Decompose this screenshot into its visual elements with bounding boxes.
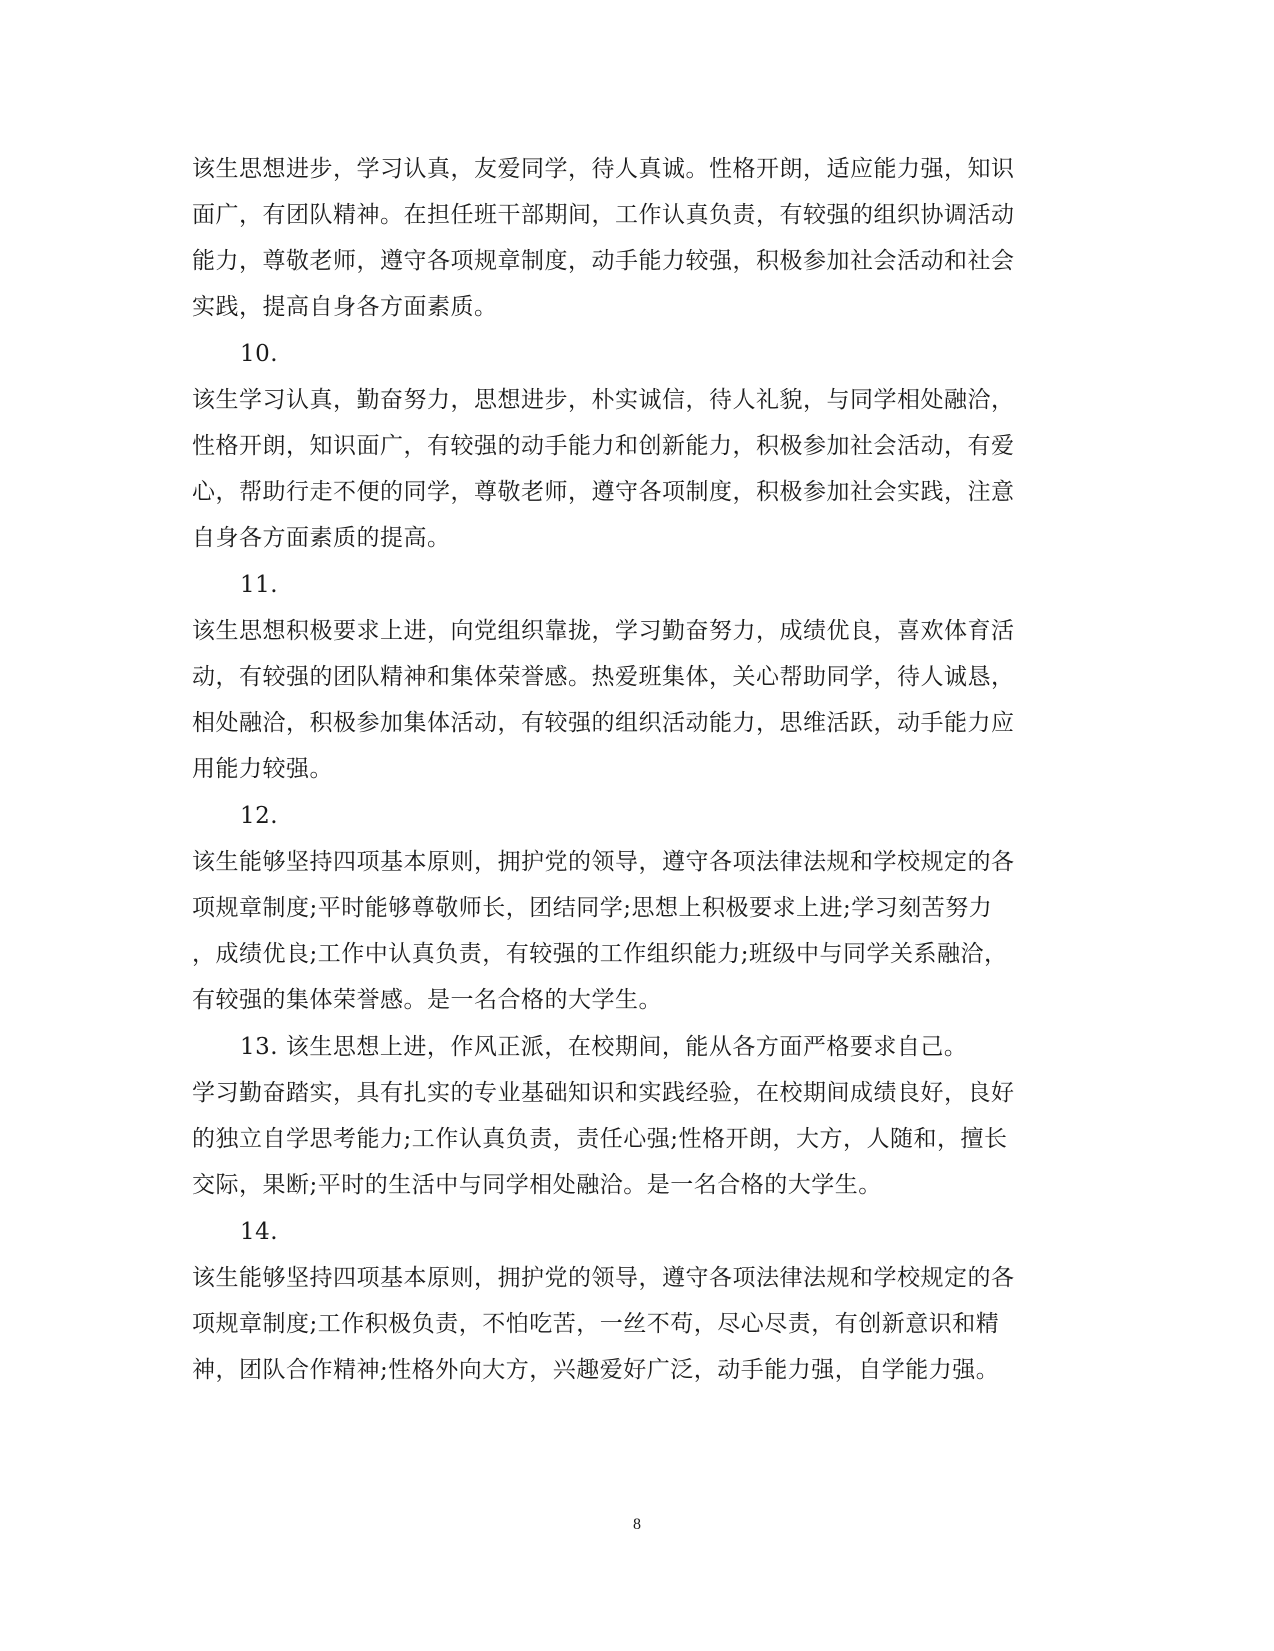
paragraph-line: 性格开朗，知识面广，有较强的动手能力和创新能力，积极参加社会活动，有爱 [192,433,1015,459]
page-number: 8 [633,1516,641,1533]
paragraph-line: 相处融洽，积极参加集体活动，有较强的组织活动能力，思维活跃，动手能力应 [192,710,1015,736]
paragraph-line: 交际，果断;平时的生活中与同学相处融洽。是一名合格的大学生。 [192,1172,882,1198]
paragraph-line: 项规章制度;工作积极负责，不怕吃苦，一丝不苟，尽心尽责，有创新意识和精 [192,1311,1000,1337]
paragraph-line: 心，帮助行走不便的同学，尊敬老师，遵守各项制度，积极参加社会实践，注意 [192,479,1015,505]
paragraph-line: 自身各方面素质的提高。 [192,525,451,551]
paragraph-line: 该生思想积极要求上进，向党组织靠拢，学习勤奋努力，成绩优良，喜欢体育活 [192,618,1015,644]
item-number: 12. [240,803,279,829]
paragraph-line: 神，团队合作精神;性格外向大方，兴趣爱好广泛，动手能力强，自学能力强。 [192,1357,1000,1383]
paragraph-line: 有较强的集体荣誉感。是一名合格的大学生。 [192,987,662,1013]
paragraph-line: 实践，提高自身各方面素质。 [192,294,498,320]
paragraph-line: 能力，尊敬老师，遵守各项规章制度，动手能力较强，积极参加社会活动和社会 [192,248,1015,274]
paragraph-line: 该生学习认真，勤奋努力，思想进步，朴实诚信，待人礼貌，与同学相处融洽， [192,387,1015,413]
paragraph-line: ，成绩优良;工作中认真负责，有较强的工作组织能力;班级中与同学关系融洽， [192,941,1008,967]
paragraph-line: 用能力较强。 [192,756,333,782]
item-heading-line: 13. 该生思想上进，作风正派，在校期间，能从各方面严格要求自己。 [240,1034,968,1060]
paragraph-line: 该生能够坚持四项基本原则，拥护党的领导，遵守各项法律法规和学校规定的各 [192,1265,1015,1291]
paragraph-line: 该生思想进步，学习认真，友爱同学，待人真诚。性格开朗，适应能力强，知识 [192,156,1015,182]
item-number: 11. [240,572,279,598]
paragraph-line: 面广，有团队精神。在担任班干部期间，工作认真负责，有较强的组织协调活动 [192,202,1015,228]
paragraph-line: 该生能够坚持四项基本原则，拥护党的领导，遵守各项法律法规和学校规定的各 [192,849,1015,875]
paragraph-line: 的独立自学思考能力;工作认真负责，责任心强;性格开朗，大方，人随和，擅长 [192,1126,1008,1152]
paragraph-line: 学习勤奋踏实，具有扎实的专业基础知识和实践经验，在校期间成绩良好，良好 [192,1080,1015,1106]
paragraph-line: 动，有较强的团队精神和集体荣誉感。热爱班集体，关心帮助同学，待人诚恳， [192,664,1015,690]
item-number: 10. [240,341,279,367]
item-number: 14. [240,1219,279,1245]
paragraph-line: 项规章制度;平时能够尊敬师长，团结同学;思想上积极要求上进;学习刻苦努力 [192,895,993,921]
